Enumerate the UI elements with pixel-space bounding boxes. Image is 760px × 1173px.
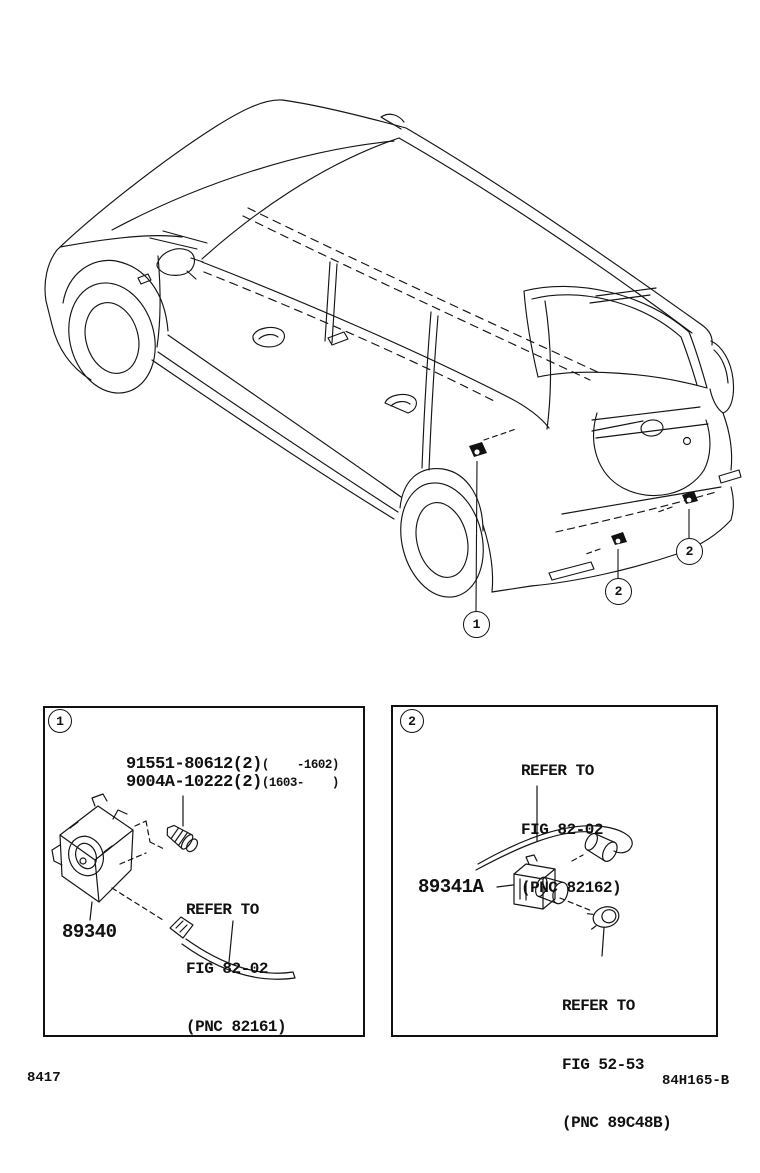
taillight: [710, 341, 734, 413]
vehicle-callout-1: [463, 611, 490, 638]
side-mirror: [157, 249, 203, 279]
callout-number: 1: [472, 617, 481, 632]
refer-line: REFER TO: [562, 997, 635, 1015]
buzzer-location-marker-icon: [469, 442, 487, 457]
vehicle-illustration: [45, 100, 741, 606]
refer-line: (PNC 82161): [186, 1018, 287, 1036]
refer-line: FIG 82-02: [521, 820, 603, 839]
part-number: 91551-80612(2): [126, 755, 262, 774]
callout-number: 1: [56, 713, 64, 729]
part-row: [126, 773, 339, 792]
part-label: 89340: [62, 921, 117, 943]
brand-emblem: [640, 419, 664, 437]
detail-box-1-number: [48, 709, 72, 733]
refer-line: (PNC 82162): [521, 879, 622, 897]
part-number: 9004A-10222(2): [126, 773, 262, 792]
figure-code: 84H165-B: [662, 1073, 730, 1089]
front-door-handle: [253, 328, 284, 347]
refer-line: FIG 82-02: [186, 959, 268, 978]
page-code: 8417: [27, 1070, 61, 1086]
refer-line: REFER TO: [521, 762, 594, 780]
callout-leader-lines: [476, 461, 689, 611]
rear-door-handle: [385, 395, 416, 413]
vehicle-callout-2-left: [605, 578, 632, 605]
detail-box-2-number: [400, 709, 424, 733]
callout-number: 2: [685, 544, 694, 559]
part-applicability: ( -1602): [261, 758, 339, 772]
refer-note: [186, 862, 286, 1077]
callout-number: 2: [408, 713, 416, 729]
refer-line: REFER TO: [186, 901, 259, 919]
refer-line: (PNC 89C48B): [562, 1114, 672, 1132]
refer-note: [562, 958, 671, 1173]
part-row: [126, 755, 339, 774]
part-label: 89341A: [418, 876, 484, 898]
callout-number: 2: [614, 584, 623, 599]
part-applicability: (1603- ): [261, 776, 339, 790]
refer-line: FIG 52-53: [562, 1055, 644, 1074]
refer-note: [521, 723, 621, 938]
vehicle-callout-2-right: [676, 538, 703, 565]
sensor-markers: [469, 442, 698, 545]
